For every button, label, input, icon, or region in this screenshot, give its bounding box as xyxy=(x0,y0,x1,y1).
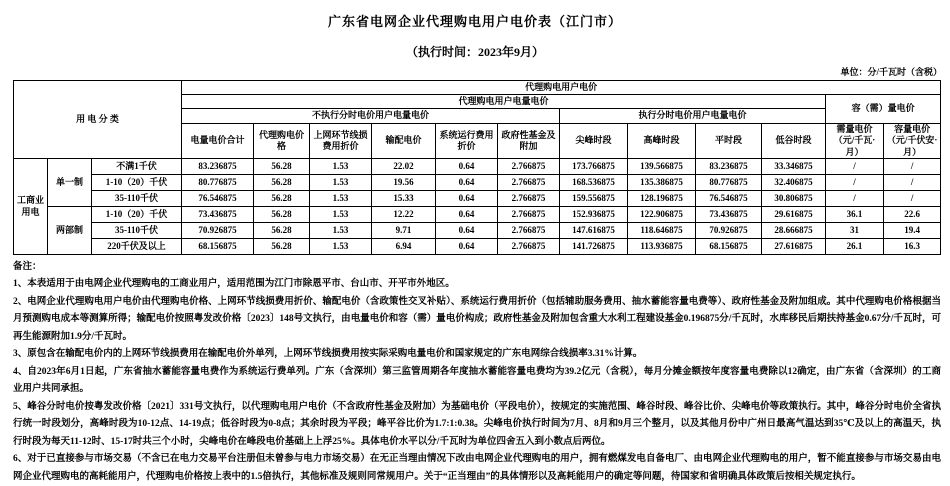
price-cell: 0.64 xyxy=(436,175,498,191)
col-header-line-loss: 上网环节线损费用折价 xyxy=(310,124,372,159)
table-row xyxy=(14,223,941,239)
price-cell: 1.53 xyxy=(310,239,372,255)
price-cell: 122.906875 xyxy=(628,207,696,223)
price-cell: 1.53 xyxy=(310,207,372,223)
price-cell: 76.546875 xyxy=(696,191,762,207)
voltage-level-cell: 1-10（20）千伏 xyxy=(92,207,182,223)
voltage-level-cell: 1-10（20）千伏 xyxy=(92,175,182,191)
price-cell: 135.386875 xyxy=(628,175,696,191)
price-cell: 29.616875 xyxy=(762,207,826,223)
price-cell: 80.776875 xyxy=(696,175,762,191)
price-cell: / xyxy=(826,191,884,207)
price-cell: 2.766875 xyxy=(498,191,560,207)
price-cell: 19.4 xyxy=(884,223,941,239)
group-cell-two-part: 两部制 xyxy=(48,207,92,255)
price-cell: 16.3 xyxy=(884,239,941,255)
table-row xyxy=(14,191,941,207)
price-cell: 70.926875 xyxy=(182,223,254,239)
price-cell: / xyxy=(826,175,884,191)
note-item: 1、本表适用于由电网企业代理购电的工商业用户，适用范围为江门市除恩平市、台山市、开平市外地区。 xyxy=(13,279,455,290)
price-cell: 2.766875 xyxy=(498,175,560,191)
price-cell: 141.726875 xyxy=(560,239,628,255)
effective-date: （执行时间：2023年9月） xyxy=(405,45,544,59)
table-row xyxy=(14,207,941,223)
price-cell: 2.766875 xyxy=(498,223,560,239)
voltage-level-cell: 35-110千伏 xyxy=(92,223,182,239)
price-cell: 27.616875 xyxy=(762,239,826,255)
notes-section xyxy=(13,259,941,486)
price-cell: / xyxy=(884,191,941,207)
note-item: 3、原包含在输配电价内的上网环节线损费用在输配电价外单列，上网环节线损费用按实际采购电量电价和国家规定的广东电网综合线损率3.31%计算。 xyxy=(13,349,643,360)
price-cell: 1.53 xyxy=(310,175,372,191)
notes-label: 备注： xyxy=(13,262,42,272)
price-cell: 32.406875 xyxy=(762,175,826,191)
price-table xyxy=(13,80,941,255)
price-cell: 1.53 xyxy=(310,223,372,239)
price-cell: 19.56 xyxy=(372,175,436,191)
col-header-agency-price: 代理购电价格 xyxy=(254,124,310,159)
price-cell: 1.53 xyxy=(310,191,372,207)
price-cell: 56.28 xyxy=(254,207,310,223)
price-cell: 30.806875 xyxy=(762,191,826,207)
non-tou-group-header: 不执行分时电价用户电量电价 xyxy=(182,109,560,124)
price-cell: 70.926875 xyxy=(696,223,762,239)
price-cell: 118.646875 xyxy=(628,223,696,239)
page-title: 广东省电网企业代理购电用户电价表（江门市） xyxy=(327,14,622,29)
note-item: 6、对于已直接参与市场交易（不含已在电力交易平台注册但未曾参与电力市场交易）在无正当理由情况下改由电网企业代理购电的用户，拥有燃煤发电自备电厂、由电网企业代理购电的用户，暂不能直接参与市场交易由电网企业代理购电的高耗能用户，代理购电价格按上表中的1.5倍执行，其他标准及规则同常规用户。关于“正当理由”的具体情形以及高耗能用户的确定等问题，待国家和省明确具体政策后按相关规定执行。 xyxy=(13,454,941,482)
agency-energy-price-header: 代理购电用户电量电价 xyxy=(182,95,826,109)
note-item: 2、电网企业代理购电用户电价由代理购电价格、上网环节线损费用折价、输配电价（含政策性交叉补贴）、系统运行费用折价（包括辅助服务费用、抽水蓄能容量电费等）、政府性基金及附加组成。其中代理购电价格根据当月预测购电成本等测算所得；输配电价按照粤发改价格〔2023〕148号文执行，由电量电价和容（需）量电价构成；政府性基金及附加包含重大水利工程建设基金0.196875分/千瓦时，水库移民后期扶持基金0.67分/千瓦时，可再生能源附加1.9分/千瓦时。 xyxy=(13,296,941,342)
voltage-level-cell: 220千伏及以上 xyxy=(92,239,182,255)
price-cell: 152.936875 xyxy=(560,207,628,223)
price-cell: 68.156875 xyxy=(182,239,254,255)
col-header-valley: 低谷时段 xyxy=(762,124,826,159)
price-cell: 22.02 xyxy=(372,159,436,175)
classification-header: 用 电 分 类 xyxy=(14,81,182,159)
price-cell: 22.6 xyxy=(884,207,941,223)
price-cell: 139.566875 xyxy=(628,159,696,175)
price-cell: 147.616875 xyxy=(560,223,628,239)
price-cell: 56.28 xyxy=(254,175,310,191)
price-cell: 0.64 xyxy=(436,191,498,207)
price-cell: 6.94 xyxy=(372,239,436,255)
unit-label: 单位：分/千瓦时（含税） xyxy=(840,67,942,77)
price-cell: 2.766875 xyxy=(498,239,560,255)
category-cell: 工商业用电 xyxy=(14,159,48,255)
col-header-peak: 高峰时段 xyxy=(628,124,696,159)
price-cell: 36.1 xyxy=(826,207,884,223)
price-cell: 56.28 xyxy=(254,159,310,175)
price-cell: 31 xyxy=(826,223,884,239)
price-cell: 56.28 xyxy=(254,239,310,255)
voltage-level-cell: 35-110千伏 xyxy=(92,191,182,207)
col-header-gov-fund: 政府性基金及附加 xyxy=(498,124,560,159)
price-cell: 128.196875 xyxy=(628,191,696,207)
col-header-flat: 平时段 xyxy=(696,124,762,159)
price-cell: 0.64 xyxy=(436,223,498,239)
price-cell: 1.53 xyxy=(310,159,372,175)
price-cell: 2.766875 xyxy=(498,207,560,223)
capacity-group-header: 容（需）量电价 xyxy=(826,95,941,124)
price-cell: 113.936875 xyxy=(628,239,696,255)
price-cell: 168.536875 xyxy=(560,175,628,191)
price-cell: 33.346875 xyxy=(762,159,826,175)
price-cell: 73.436875 xyxy=(696,207,762,223)
price-cell: 0.64 xyxy=(436,239,498,255)
price-cell: 28.666875 xyxy=(762,223,826,239)
price-cell: / xyxy=(826,159,884,175)
price-cell: 0.64 xyxy=(436,159,498,175)
price-cell: 83.236875 xyxy=(696,159,762,175)
col-header-demand: 需量电价（元/千瓦·月） xyxy=(826,124,884,159)
price-cell: 56.28 xyxy=(254,191,310,207)
table-row xyxy=(14,159,941,175)
price-cell: 80.776875 xyxy=(182,175,254,191)
price-cell: 12.22 xyxy=(372,207,436,223)
price-cell: / xyxy=(884,159,941,175)
price-cell: 73.436875 xyxy=(182,207,254,223)
col-header-capacity: 容量电价（元/千伏安·月） xyxy=(884,124,941,159)
price-cell: 26.1 xyxy=(826,239,884,255)
col-header-sharp-peak: 尖峰时段 xyxy=(560,124,628,159)
col-header-system-fee: 系统运行费用折价 xyxy=(436,124,498,159)
note-item: 4、自2023年6月1日起，广东省抽水蓄能容量电费作为系统运行费单列。广东（含深圳）第三监管周期各年度抽水蓄能容量电费均为39.2亿元（含税），每月分摊金额按年度容量电费除以12确定，由广东省（含深圳）的工商业用户共同承担。 xyxy=(13,366,941,395)
price-cell: 68.156875 xyxy=(696,239,762,255)
note-item: 5、峰谷分时电价按粤发改价格〔2021〕331号文执行，以代理购电用户电价（不含政府性基金及附加）为基础电价（平段电价），按规定的实施范围、峰谷时段、峰谷比价、尖峰电价等政策执行。其中，峰谷分时电价全省执行统一时段划分，高峰时段为10-12点、14-19点；低谷时段为0-8点；其余时段为平段；峰平谷比价为1.7:1:0.38。尖峰电价执行时间为7月、8月和9月三个整月，以及其他月份中广州日最高气温达到35℃及以上的高温天，执行时段为每天11-12时、15-17时共三个小时，尖峰电价在峰段电价基础上上浮25%。具体电价水平以分/千瓦时为单位四舍五入到小数点后两位。 xyxy=(13,401,941,447)
price-cell: 9.71 xyxy=(372,223,436,239)
price-cell: 159.556875 xyxy=(560,191,628,207)
col-header-transmission: 输配电价 xyxy=(372,124,436,159)
price-cell: 173.766875 xyxy=(560,159,628,175)
tou-group-header: 执行分时电价用户电量电价 xyxy=(560,109,826,124)
price-cell: 76.546875 xyxy=(182,191,254,207)
table-row xyxy=(14,239,941,255)
price-cell: 15.33 xyxy=(372,191,436,207)
group-cell-single: 单一制 xyxy=(48,159,92,207)
agency-user-price-header: 代理购电用户电价 xyxy=(182,81,941,95)
price-cell: 2.766875 xyxy=(498,159,560,175)
voltage-level-cell: 不满1千伏 xyxy=(92,159,182,175)
table-row xyxy=(14,175,941,191)
price-cell: 83.236875 xyxy=(182,159,254,175)
price-cell: / xyxy=(884,175,941,191)
col-header-total: 电量电价合计 xyxy=(182,124,254,159)
header-row-1 xyxy=(14,81,941,95)
price-cell: 0.64 xyxy=(436,207,498,223)
price-cell: 56.28 xyxy=(254,223,310,239)
